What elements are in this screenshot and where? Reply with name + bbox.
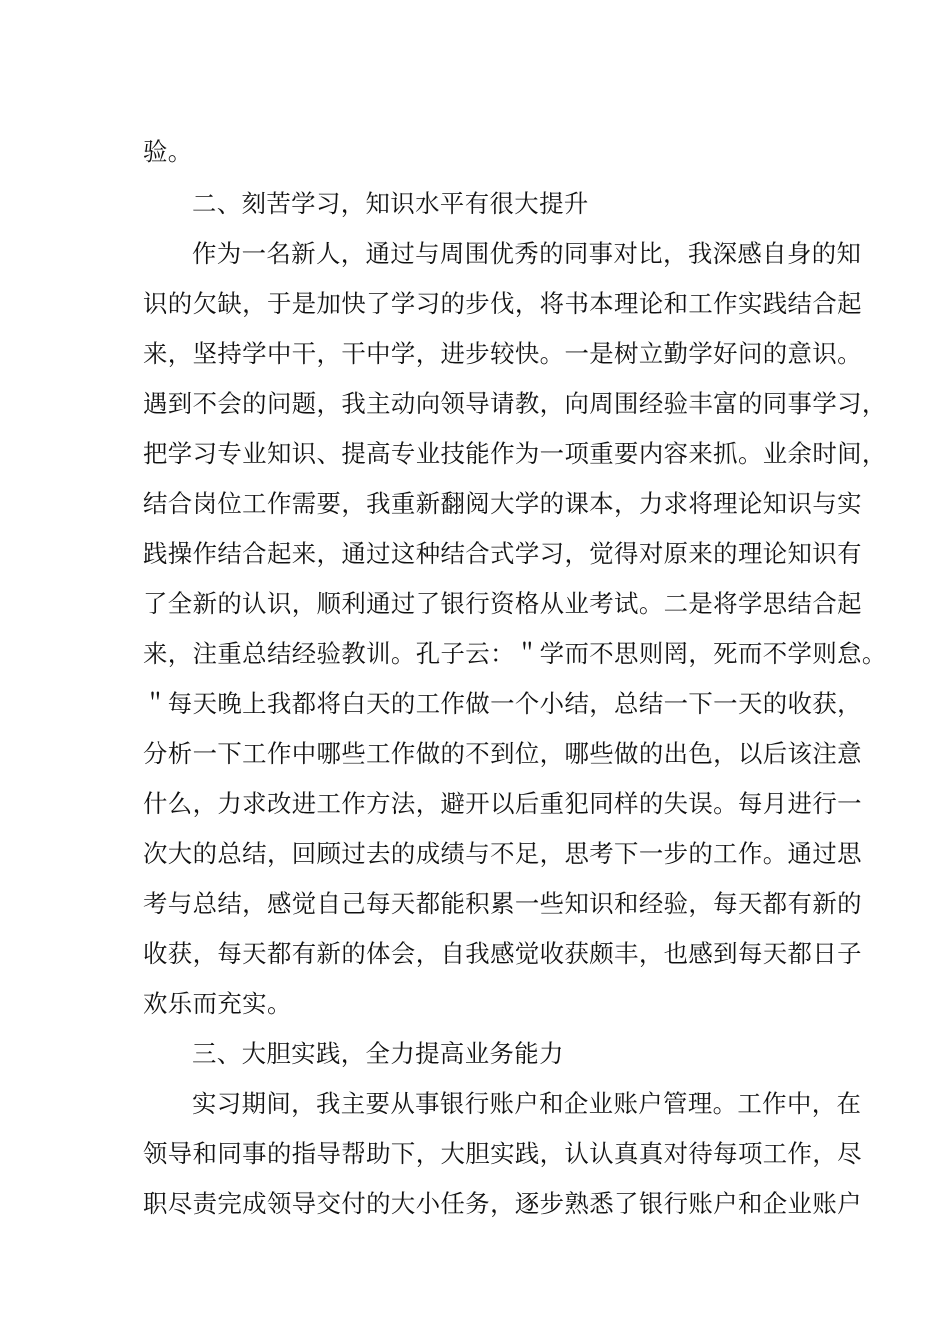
paragraph-line: 次大的总结，回顾过去的成绩与不足，思考下一步的工作。通过思 <box>143 839 862 868</box>
section-heading-3: 三、大胆实践，全力提高业务能力 <box>192 1039 564 1068</box>
paragraph-line: 考与总结，感觉自己每天都能积累一些知识和经验，每天都有新的 <box>143 889 862 918</box>
paragraph-line: 领导和同事的指导帮助下，大胆实践，认认真真对待每项工作，尽 <box>143 1139 862 1168</box>
paragraph-line: 来，坚持学中干，干中学，进步较快。一是树立勤学好问的意识。 <box>143 339 862 368</box>
paragraph-line: 实习期间，我主要从事银行账户和企业账户管理。工作中，在 <box>192 1089 862 1118</box>
paragraph-line: 把学习专业知识、提高专业技能作为一项重要内容来抓。业余时间， <box>143 439 887 468</box>
paragraph-continuation-line: 验。 <box>143 137 193 166</box>
paragraph-line: 来，注重总结经验教训。孔子云：＂学而不思则罔，死而不学则怠。 <box>143 639 887 668</box>
paragraph-line: 职尽责完成领导交付的大小任务，逐步熟悉了银行账户和企业账户 <box>143 1189 862 1218</box>
paragraph-line: 结合岗位工作需要，我重新翻阅大学的课本，力求将理论知识与实 <box>143 489 862 518</box>
paragraph-line: 识的欠缺，于是加快了学习的步伐，将书本理论和工作实践结合起 <box>143 289 862 318</box>
paragraph-line: 作为一名新人，通过与周围优秀的同事对比，我深感自身的知 <box>192 239 862 268</box>
paragraph-line: 什么，力求改进工作方法，避开以后重犯同样的失误。每月进行一 <box>143 789 862 818</box>
paragraph-line: 欢乐而充实。 <box>143 989 292 1018</box>
paragraph-line: 分析一下工作中哪些工作做的不到位，哪些做的出色，以后该注意 <box>143 739 862 768</box>
paragraph-line: 践操作结合起来，通过这种结合式学习，觉得对原来的理论知识有 <box>143 539 862 568</box>
section-heading-2: 二、刻苦学习，知识水平有很大提升 <box>192 189 589 218</box>
paragraph-line: ＂每天晚上我都将白天的工作做一个小结，总结一下一天的收获， <box>143 689 862 718</box>
paragraph-line: 了全新的认识，顺利通过了银行资格从业考试。二是将学思结合起 <box>143 589 862 618</box>
paragraph-line: 遇到不会的问题，我主动向领导请教，向周围经验丰富的同事学习， <box>143 389 887 418</box>
paragraph-line: 收获，每天都有新的体会，自我感觉收获颇丰，也感到每天都日子 <box>143 939 862 968</box>
